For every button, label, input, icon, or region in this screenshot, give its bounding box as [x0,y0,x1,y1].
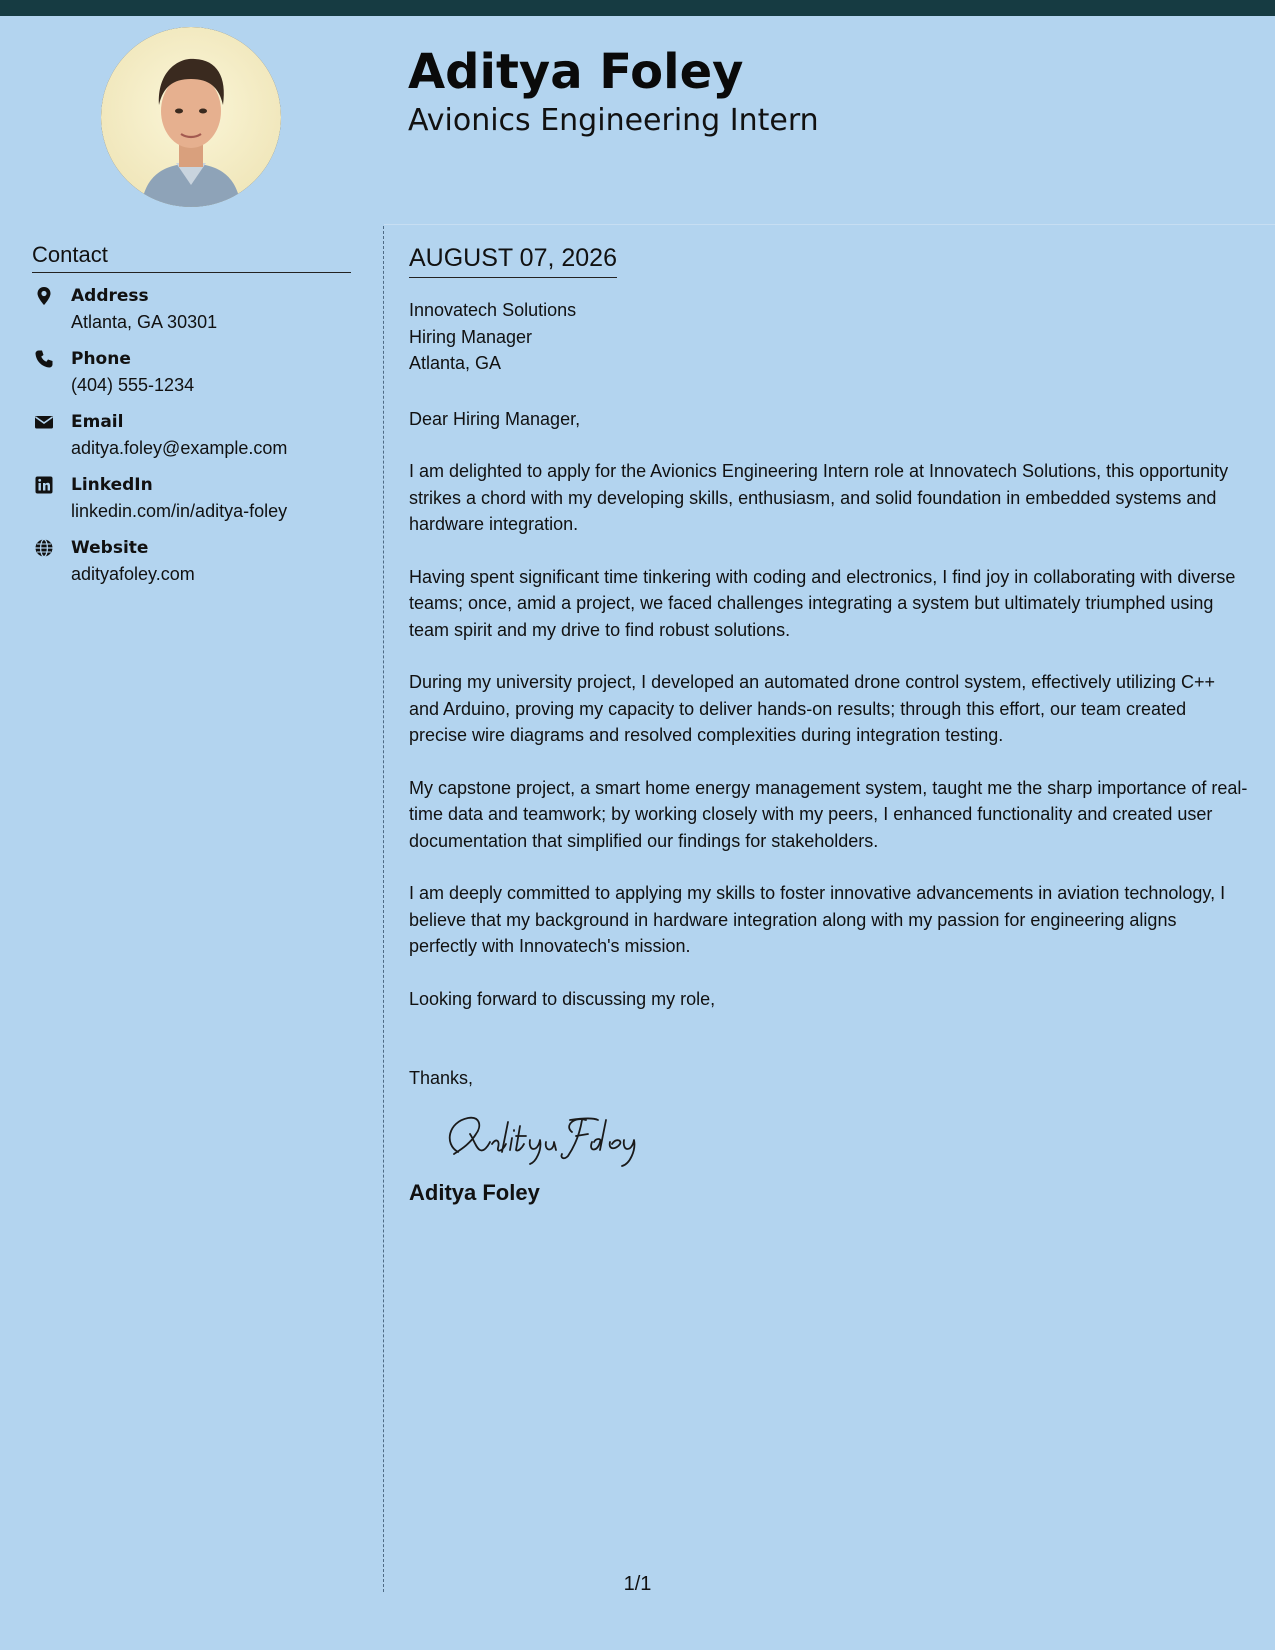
letter-date: AUGUST 07, 2026 [409,240,617,278]
paragraph: Having spent significant time tinkering with coding and electronics, I find joy in collaborating with diverse teams; once, amid a project, we faced challenges integrating a system but ultimately triumphed using team spirit and my drive to find robust solutions. [409,566,1236,640]
contact-label-email: Email [71,412,124,432]
recipient-company: Innovatech Solutions [409,300,577,320]
closing-line: Looking forward to discussing my role, [409,988,716,1009]
column-divider [383,226,384,1592]
page-number: 1/1 [623,1573,652,1595]
profile-photo [101,27,281,207]
letter-body [409,240,1249,1208]
globe-icon [34,538,54,558]
recipient-title: Hiring Manager [409,326,533,347]
linkedin-icon [34,475,54,495]
paragraph: I am deeply committed to applying my skills to foster innovative advancements in aviation technology, I believe that my background in hardware integration along with my passion for engineering aligns perfectly with Innovatech's mission. [409,883,1226,956]
contact-label-address: Address [71,286,149,306]
contact-label-linkedin: LinkedIn [71,475,153,495]
contact-list [32,284,362,599]
contact-value-address: Atlanta, GA 30301 [71,312,218,332]
header-divider [384,224,1275,225]
signed-name: Aditya Foley [409,1179,540,1205]
handwritten-signature [436,1104,1249,1170]
contact-value-linkedin: linkedin.com/in/aditya-foley [71,501,288,521]
envelope-icon [34,412,54,432]
contact-item-phone [32,347,362,410]
map-pin-icon [34,286,54,306]
paragraph: During my university project, I developed an automated drone control system, effectively utilizing C++ and Arduino, proving my capacity to deliver hands-on results; through this effort, our team created precise wire diagrams and resolved complexities during integration testing. [409,672,1216,745]
applicant-name: Aditya Foley [408,44,744,100]
contact-label-website: Website [71,538,149,558]
phone-icon [34,349,54,369]
contact-item-email [32,410,362,473]
contact-value-website: adityafoley.com [71,564,195,584]
applicant-role: Avionics Engineering Intern [408,103,819,138]
salutation: Dear Hiring Manager, [409,408,581,429]
contact-value-email: aditya.foley@example.com [71,438,288,458]
contact-value-phone: (404) 555-1234 [71,375,195,395]
contact-item-linkedin [32,473,362,536]
avatar [101,27,281,207]
contact-item-website [32,536,362,599]
recipient-location: Atlanta, GA [409,353,502,373]
signoff: Thanks, [409,1068,474,1088]
contact-item-address [32,284,362,347]
contact-label-phone: Phone [71,349,131,369]
top-bar [0,0,1275,16]
contact-section-title: Contact [32,240,351,273]
paragraph: My capstone project, a smart home energy management system, taught me the sharp importance of real-time data and teamwork; by working closely with my peers, I enhanced functionality and created user documentation that simplified our findings for stakeholders. [409,777,1248,851]
recipient-block [409,297,1249,377]
paragraph: I am delighted to apply for the Avionics Engineering Intern role at Innovatech Solutions, this opportunity strikes a chord with my developing skills, enthusiasm, and solid foundation in embedded systems and hardware integration. [409,461,1229,534]
